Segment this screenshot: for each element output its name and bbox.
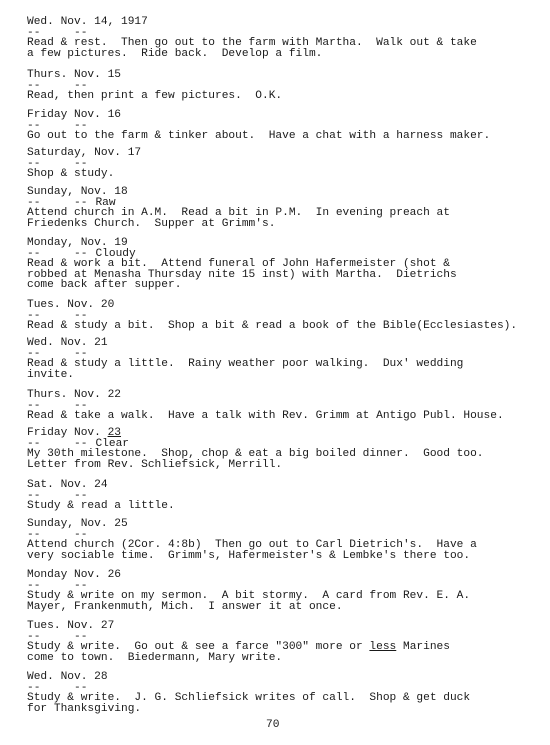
entry-line: for Thanksgiving. bbox=[27, 702, 142, 715]
entry-line: come to town. Biedermann, Mary write. bbox=[27, 651, 283, 664]
entry-date bbox=[27, 428, 547, 439]
diary-entry bbox=[27, 672, 547, 714]
diary-entry bbox=[27, 148, 547, 180]
dash-marks: -- -- bbox=[27, 630, 88, 643]
dash-marks: -- -- bbox=[27, 119, 88, 132]
diary-entry bbox=[27, 621, 547, 663]
entry-date: Saturday, Nov. 17 bbox=[27, 147, 142, 159]
entry-line: Attend church (2Cor. 4:8b) Then go out to Carl Dietrich's. Have a bbox=[27, 539, 477, 552]
diary-entry bbox=[27, 390, 547, 422]
entry-line: come back after supper. bbox=[27, 279, 182, 292]
entry-date: Monday Nov. 26 bbox=[27, 569, 121, 581]
entry-line: Friedenks Church. Supper at Grimm's. bbox=[27, 217, 276, 230]
entry-date-day: 23 bbox=[107, 427, 122, 439]
entry-line: a few pictures. Ride back. Develop a film. bbox=[27, 47, 323, 60]
entry-line: Read & study a little. Rainy weather poor walking. Dux' wedding bbox=[27, 358, 464, 371]
diary-entry bbox=[27, 428, 547, 470]
entry-line: Shop & study. bbox=[27, 168, 115, 181]
entry-line: very sociable time. Grimm's, Hafermeister's & Lembke's there too. bbox=[27, 549, 471, 562]
entry-date: Tues. Nov. 20 bbox=[27, 299, 115, 311]
entry-date-prefix: Friday Nov. bbox=[27, 427, 108, 439]
entry-date: Wed. Nov. 14, 1917 bbox=[27, 16, 148, 28]
dash-marks: -- -- bbox=[27, 489, 88, 502]
entry-line: Attend church in A.M. Read a bit in P.M. In evening preach at bbox=[27, 207, 450, 220]
entry-date: Sunday, Nov. 18 bbox=[27, 186, 128, 198]
diary-entry bbox=[27, 110, 547, 142]
entry-line: Study & read a little. bbox=[27, 500, 175, 513]
dash-marks: -- -- bbox=[27, 79, 88, 92]
entry-line: Read & work a bit. Attend funeral of John Hafermeister (shot & bbox=[27, 258, 450, 271]
entry-date: Friday Nov. 16 bbox=[27, 109, 121, 121]
entry-date: Wed. Nov. 28 bbox=[27, 671, 108, 683]
entry-line-start: Study & write. Go out & see a farce "300" more or bbox=[27, 641, 370, 654]
weather-note: Raw bbox=[95, 196, 116, 209]
entry-line: My 30th milestone. Shop, chop & eat a big boiled dinner. Good too. bbox=[27, 448, 484, 461]
dash-text: -- -- bbox=[27, 247, 88, 260]
dash-marks: -- -- bbox=[27, 157, 88, 170]
weather-note: Cloudy bbox=[95, 247, 136, 260]
entry-line: Read & take a walk. Have a talk with Rev. Grimm at Antigo Publ. House. bbox=[27, 410, 504, 423]
entry-date: Thurs. Nov. 15 bbox=[27, 69, 121, 81]
page-number: 70 bbox=[266, 719, 280, 731]
entry-line: Read & rest. Then go out to the farm with Martha. Walk out & take bbox=[27, 37, 477, 50]
entry-line: Mayer, Frankenmuth, Mich. I answer it at once. bbox=[27, 600, 343, 613]
diary-entry bbox=[27, 480, 547, 512]
entry-line: invite. bbox=[27, 368, 74, 381]
diary-entry bbox=[27, 187, 547, 229]
diary-entry bbox=[27, 300, 547, 332]
dash-text: -- -- bbox=[27, 437, 88, 450]
dash-marks: -- -- bbox=[27, 528, 88, 541]
entry-line: Go out to the farm & tinker about. Have a chat with a harness maker. bbox=[27, 130, 491, 143]
dash-marks: -- -- bbox=[27, 579, 88, 592]
entry-line: Read, then print a few pictures. O.K. bbox=[27, 90, 283, 103]
dash-marks: -- -- bbox=[27, 309, 88, 322]
entry-date: Sat. Nov. 24 bbox=[27, 479, 108, 491]
entry-line: robbed at Menasha Thursday nite 15 inst) with Martha. Dietrichs bbox=[27, 268, 457, 281]
diary-entry bbox=[27, 570, 547, 612]
entry-date: Tues. Nov. 27 bbox=[27, 620, 115, 632]
entry-date: Sunday, Nov. 25 bbox=[27, 518, 128, 530]
dash-marks: -- -- bbox=[27, 399, 88, 412]
weather-note: Clear bbox=[95, 437, 130, 450]
underlined-word: less bbox=[369, 641, 397, 654]
entry-line: Study & write. J. G. Schliefsick writes of call. Shop & get duck bbox=[27, 692, 471, 705]
entry-line: Read & study a bit. Shop a bit & read a book of the Bible(Ecclesiastes). bbox=[27, 320, 518, 333]
diary-entry bbox=[27, 338, 547, 380]
entry-date: Thurs. Nov. 22 bbox=[27, 389, 121, 401]
dash-marks: -- -- bbox=[27, 681, 88, 694]
entry-line: Letter from Rev. Schliefsick, Merrill. bbox=[27, 458, 283, 471]
entry-date: Monday, Nov. 19 bbox=[27, 237, 128, 249]
dash-marks: -- -- bbox=[27, 347, 88, 360]
diary-entry bbox=[27, 519, 547, 561]
entry-line-end: Marines bbox=[396, 641, 450, 654]
diary-entry bbox=[27, 17, 547, 59]
entry-date: Wed. Nov. 21 bbox=[27, 337, 108, 349]
diary-entry bbox=[27, 70, 547, 102]
diary-entry bbox=[27, 238, 547, 291]
dash-text: -- -- bbox=[27, 196, 88, 209]
dash-marks: -- -- bbox=[27, 26, 88, 39]
entry-line: Study & write on my sermon. A bit stormy. A card from Rev. E. A. bbox=[27, 590, 471, 603]
